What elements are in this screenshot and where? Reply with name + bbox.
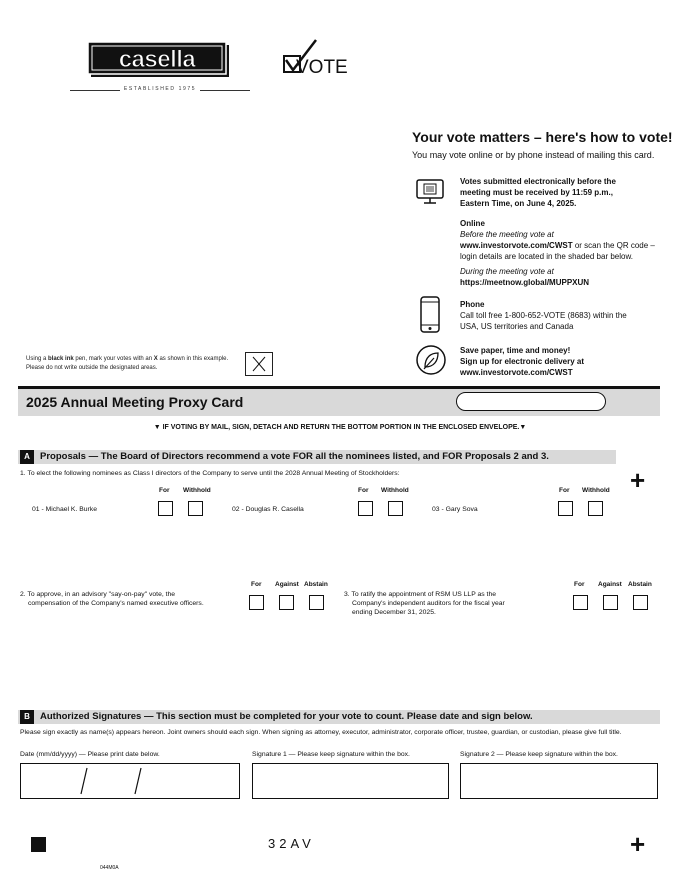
nominee-02: 02 - Douglas R. Casella	[232, 506, 304, 513]
example-mark-box	[245, 352, 273, 376]
nominee-03-for-checkbox[interactable]	[558, 501, 573, 516]
form-code: 32AV	[268, 836, 315, 851]
section-a-letter: A	[20, 450, 34, 464]
casella-logo	[88, 42, 231, 79]
date-field[interactable]	[20, 763, 240, 799]
leaf-icon	[415, 344, 447, 381]
phone-instructions: Phone Call toll free 1-800-652-VOTE (8683) within the USA, US territories and Canada	[460, 300, 627, 331]
for-header: For	[574, 581, 585, 588]
nominee-03: 03 - Gary Sova	[432, 506, 478, 513]
abstain-header: Abstain	[628, 581, 652, 588]
section-b-title: Authorized Signatures — This section must be completed for your vote to count. Please date and sign below.	[40, 711, 533, 722]
signature-2-field[interactable]	[460, 763, 658, 799]
online-instructions: Online Before the meeting vote at www.investorvote.com/CWST or scan the QR code – login details are located in the shaded bar below. During the meeting vote at https://meetnow.global/MUPPXUN	[460, 219, 655, 287]
nominee-03-withhold-checkbox[interactable]	[588, 501, 603, 516]
for-header: For	[159, 487, 170, 494]
for-header: For	[358, 487, 369, 494]
date-label: Date (mm/dd/yyyy) — Please print date below.	[20, 751, 160, 758]
svg-text:VOTE: VOTE	[296, 57, 348, 78]
proposal-1-text: 1. To elect the following nominees as Class I directors of the Company to serve until the 2028 Annual Meeting of Stockholders:	[20, 470, 400, 477]
nominee-01: 01 - Michael K. Burke	[32, 506, 97, 513]
online-url[interactable]: www.investorvote.com/CWST or scan the QR code –	[460, 241, 655, 250]
login-details-field[interactable]	[456, 392, 606, 411]
marking-instructions: Using a black ink pen, mark your votes with an X as shown in this example. Please do not write outside the designated areas.	[26, 356, 229, 371]
withhold-header: Withhold	[582, 487, 610, 494]
signing-instructions: Please sign exactly as name(s) appears hereon. Joint owners should each sign. When signing as attorney, executor, administrator, corporate officer, trustee, guardian, or custodian, please give full title.	[20, 729, 622, 736]
plus-icon: +	[630, 465, 646, 495]
signature-1-label: Signature 1 — Please keep signature within the box.	[252, 751, 410, 758]
established-text: ESTABLISHED 1975	[70, 86, 250, 92]
electronic-deadline: Votes submitted electronically before the meeting must be received by 11:59 p.m., Eastern Time, on June 4, 2025.	[460, 177, 616, 208]
paper-instructions: Save paper, time and money! Sign up for electronic delivery at www.investorvote.com/CWST	[460, 346, 585, 377]
computer-icon	[414, 178, 446, 211]
signature-1-field[interactable]	[252, 763, 449, 799]
nominee-02-for-checkbox[interactable]	[358, 501, 373, 516]
nominee-02-withhold-checkbox[interactable]	[388, 501, 403, 516]
proposal-3-abstain-checkbox[interactable]	[633, 595, 648, 610]
proposal-3-text: 3. To ratify the appointment of RSM US LLP as the Company's independent auditors for the fiscal year ending December 31, 2025.	[344, 591, 505, 616]
section-b-letter: B	[20, 710, 34, 724]
nominee-01-for-checkbox[interactable]	[158, 501, 173, 516]
phone-icon	[418, 296, 442, 339]
meetnow-url[interactable]: https://meetnow.global/MUPPXUN	[460, 278, 590, 287]
vote-logo	[282, 38, 352, 78]
mail-instructions: ▼ IF VOTING BY MAIL, SIGN, DETACH AND RETURN THE BOTTOM PORTION IN THE ENCLOSED ENVELOPE.▼	[153, 424, 527, 431]
withhold-header: Withhold	[183, 487, 211, 494]
abstain-header: Abstain	[304, 581, 328, 588]
proposal-2-for-checkbox[interactable]	[249, 595, 264, 610]
proposal-3-for-checkbox[interactable]	[573, 595, 588, 610]
nominee-01-withhold-checkbox[interactable]	[188, 501, 203, 516]
form-id: 044M0A	[100, 865, 119, 871]
plus-icon: +	[630, 829, 646, 859]
withhold-header: Withhold	[381, 487, 409, 494]
proposal-2-against-checkbox[interactable]	[279, 595, 294, 610]
proposal-2-abstain-checkbox[interactable]	[309, 595, 324, 610]
vote-matters-subtitle: You may vote online or by phone instead of mailing this card.	[412, 150, 655, 160]
against-header: Against	[598, 581, 622, 588]
card-title: 2025 Annual Meeting Proxy Card	[26, 394, 244, 410]
section-a-title: Proposals — The Board of Directors recommend a vote FOR all the nominees listed, and FOR Proposals 2 and 3.	[40, 451, 549, 462]
signature-2-label: Signature 2 — Please keep signature within the box.	[460, 751, 618, 758]
proposal-2-text: 2. To approve, in an advisory "say-on-pay" vote, the compensation of the Company's named executive officers.	[20, 591, 204, 607]
electronic-delivery-url[interactable]: www.investorvote.com/CWST	[460, 368, 573, 377]
for-header: For	[251, 581, 262, 588]
against-header: Against	[275, 581, 299, 588]
registration-mark	[31, 837, 46, 852]
for-header: For	[559, 487, 570, 494]
proposal-3-against-checkbox[interactable]	[603, 595, 618, 610]
svg-text:casella: casella	[118, 46, 196, 73]
vote-matters-title: Your vote matters – here's how to vote!	[412, 129, 673, 145]
